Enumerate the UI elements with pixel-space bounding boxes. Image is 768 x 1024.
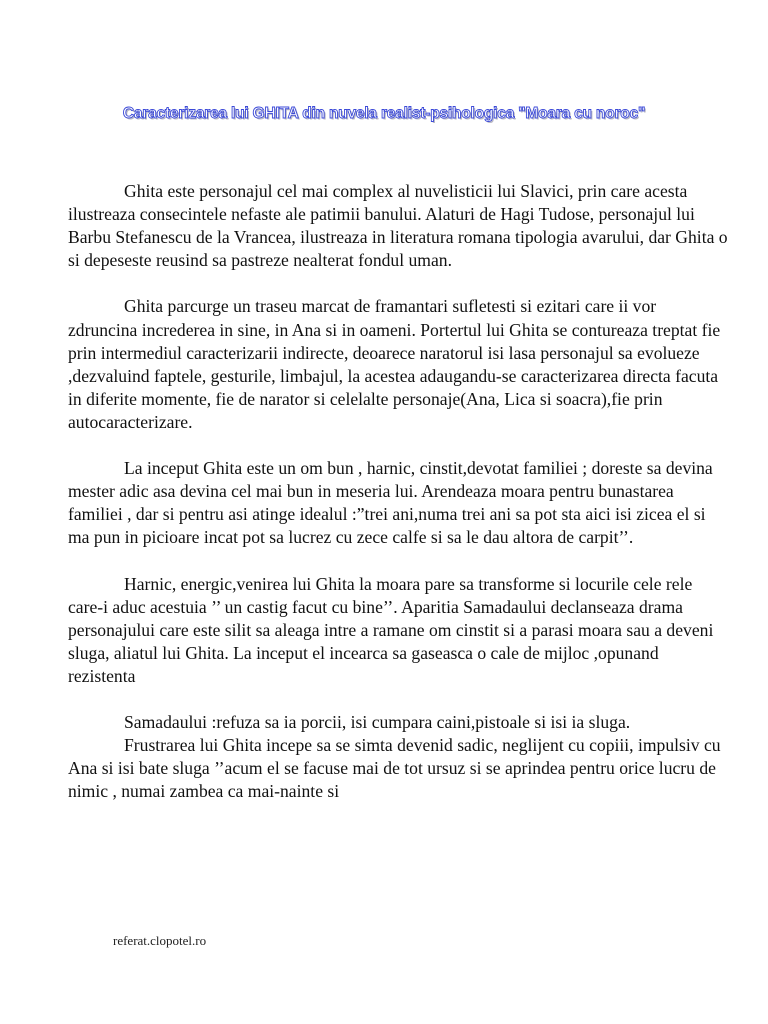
paragraph-4: Harnic, energic,venirea lui Ghita la moara pare sa transforme si locurile cele rele care-i aduc acestuia ’’ un castig facut cu bine’’. Aparitia Samadaului declanseaza drama personajului care este silit sa aleaga intre a ramane om cinstit si a parasi moara sau a deveni sluga, aliatul lui Ghita. La inceput el incearca sa gaseasca o cale de mijloc ,opunand rezistenta bbox=[68, 573, 714, 686]
paragraph-1: Ghita este personajul cel mai complex al nuvelisticii lui Slavici, prin care acesta ilustreaza consecintele nefaste ale patimii banului. Alaturi de Hagi Tudose, personajul lui Barbu Stefanescu de la Vrancea, ilustreaza in literatura romana tipologia avarului, dar Ghita o si depeseste reusind sa pastreze nealterat fondul uman. bbox=[68, 181, 728, 271]
paragraph-gap bbox=[68, 272, 728, 295]
source-footer: referat.clopotel.ro bbox=[113, 933, 207, 948]
document-body bbox=[68, 180, 728, 804]
paragraph-gap bbox=[68, 434, 728, 457]
paragraph-5: Samadaului :refuza sa ia porcii, isi cumpara caini,pistoale si isi ia sluga. bbox=[124, 712, 631, 733]
document-title: Caracterizarea lui GHITA din nuvela realist-psihologica "Moara cu noroc" bbox=[122, 105, 646, 122]
paragraph-2: Ghita parcurge un traseu marcat de framantari sufletesti si ezitari care ii vor zdruncina increderea in sine, in Ana si in oameni. Portertul lui Ghita se contureaza treptat fie prin intermediul caracterizarii indirecte, deoarece naratorul isi lasa personajul sa evolueze ,dezvaluind faptele, gesturile, limbajul, la acestea adaugandu-se caracterizarea directa facuta in diferite momente, fie de narator si celelalte personaje(Ana, Lica si soacra),fie prin autocaracterizare. bbox=[68, 296, 721, 432]
paragraph-3: La inceput Ghita este un om bun , harnic, cinstit,devotat familiei ; doreste sa devina mester adic asa devina cel mai bun in meseria lui. Arendeaza moara pentru bunastarea familiei , dar si pentru asi atinge idealul :”trei ani,numa trei ani sa pot sta aici isi zicea el si ma pun in picioare incat pot sa lucrez cu zece calfe si sa le dau altora de carpit’’. bbox=[68, 458, 713, 548]
paragraph-gap bbox=[68, 688, 728, 711]
paragraph-gap bbox=[68, 550, 728, 573]
paragraph-6: Frustrarea lui Ghita incepe sa se simta devenid sadic, neglijent cu copiii, impulsiv cu Ana si isi bate sluga ’’acum el se facuse mai de tot ursuz si se aprindea pentru orice lucru de nimic , numai zambea ca mai-nainte si bbox=[68, 735, 721, 802]
